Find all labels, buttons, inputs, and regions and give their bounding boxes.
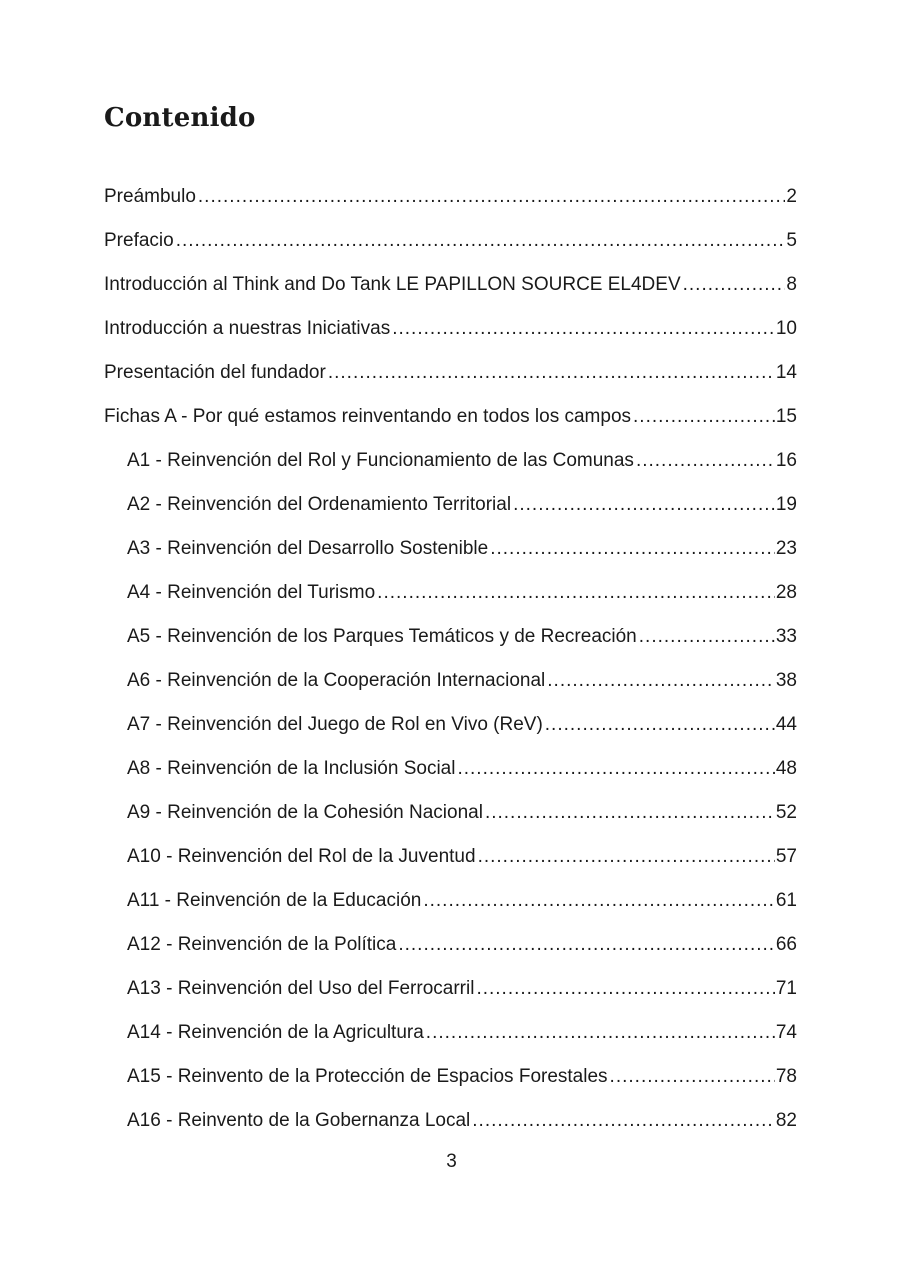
- toc-entry-page: 71: [775, 978, 797, 999]
- dot-leader: [636, 439, 775, 483]
- toc-entry-page: 38: [775, 670, 797, 691]
- toc-entry-title: A2 - Reinvención del Ordenamiento Territorial: [127, 494, 512, 515]
- toc-entry-title: Prefacio: [104, 230, 174, 251]
- toc-entry[interactable]: [104, 351, 797, 395]
- toc-entry-page: 57: [775, 846, 797, 867]
- toc-entry-page: 78: [775, 1066, 797, 1087]
- toc-subentry[interactable]: [127, 527, 797, 571]
- toc-subentry[interactable]: [127, 659, 797, 703]
- toc-subentry[interactable]: [127, 1011, 797, 1055]
- dot-leader: [610, 1055, 775, 1099]
- toc-entry-page: 44: [775, 714, 797, 735]
- toc-entry-page: 28: [775, 582, 797, 603]
- toc-subentry[interactable]: [127, 615, 797, 659]
- toc-subentry[interactable]: [127, 571, 797, 615]
- toc-entry-title: A6 - Reinvención de la Cooperación Internacional: [127, 670, 546, 691]
- dot-leader: [426, 1011, 775, 1055]
- dot-leader: [683, 263, 786, 307]
- toc-subentry[interactable]: [127, 835, 797, 879]
- toc-entry-title: Preámbulo: [104, 186, 196, 207]
- dot-leader: [633, 395, 775, 439]
- dot-leader: [639, 615, 775, 659]
- toc-entry-title: A1 - Reinvención del Rol y Funcionamiento de las Comunas: [127, 450, 634, 471]
- toc-entry-title: Fichas A - Por qué estamos reinventando en todos los campos: [104, 406, 632, 427]
- toc-subentry[interactable]: [127, 439, 797, 483]
- dot-leader: [398, 923, 775, 967]
- toc-entry-title: A3 - Reinvención del Desarrollo Sostenible: [127, 538, 489, 559]
- toc-subentry[interactable]: [127, 879, 797, 923]
- page-number: 3: [446, 1151, 457, 1172]
- table-of-contents: [0, 175, 903, 1143]
- dot-leader: [476, 967, 774, 1011]
- toc-subentry[interactable]: [127, 791, 797, 835]
- toc-entry-title: A8 - Reinvención de la Inclusión Social: [127, 758, 456, 779]
- toc-entry-page: 5: [786, 230, 797, 251]
- toc-entry-page: 15: [775, 406, 797, 427]
- toc-entry-page: 16: [775, 450, 797, 471]
- dot-leader: [176, 219, 786, 263]
- toc-entry-title: Introducción al Think and Do Tank LE PAPILLON SOURCE EL4DEV: [104, 274, 681, 295]
- dot-leader: [457, 747, 774, 791]
- dot-leader: [478, 835, 775, 879]
- toc-title: Contenido: [104, 103, 256, 133]
- toc-entry[interactable]: [104, 263, 797, 307]
- toc-entry-title: Introducción a nuestras Iniciativas: [104, 318, 391, 339]
- dot-leader: [472, 1099, 775, 1143]
- toc-subentry[interactable]: [127, 1099, 797, 1143]
- dot-leader: [490, 527, 775, 571]
- dot-leader: [328, 351, 775, 395]
- toc-entry[interactable]: [104, 395, 797, 439]
- toc-entry-title: A10 - Reinvención del Rol de la Juventud: [127, 846, 476, 867]
- toc-subentry[interactable]: [127, 923, 797, 967]
- toc-entry-page: 14: [775, 362, 797, 383]
- toc-entry-page: 82: [775, 1110, 797, 1131]
- toc-subentry[interactable]: [127, 967, 797, 1011]
- toc-subentry[interactable]: [127, 747, 797, 791]
- toc-entry-title: A9 - Reinvención de la Cohesión Nacional: [127, 802, 483, 823]
- toc-entry-page: 8: [786, 274, 797, 295]
- toc-entry-page: 19: [775, 494, 797, 515]
- toc-entry-title: A13 - Reinvención del Uso del Ferrocarril: [127, 978, 475, 999]
- toc-entry-title: A7 - Reinvención del Juego de Rol en Vivo (ReV): [127, 714, 543, 735]
- toc-entry-title: A12 - Reinvención de la Política: [127, 934, 397, 955]
- toc-entry-title: A15 - Reinvento de la Protección de Espacios Forestales: [127, 1066, 608, 1087]
- toc-entry-page: 48: [775, 758, 797, 779]
- toc-entry-title: A5 - Reinvención de los Parques Temáticos y de Recreación: [127, 626, 637, 647]
- toc-entry-page: 74: [775, 1022, 797, 1043]
- toc-entry-page: 23: [775, 538, 797, 559]
- toc-subentry[interactable]: [127, 703, 797, 747]
- toc-entry-page: 52: [775, 802, 797, 823]
- toc-entry[interactable]: [104, 307, 797, 351]
- dot-leader: [485, 791, 775, 835]
- toc-entry-title: Presentación del fundador: [104, 362, 326, 383]
- dot-leader: [377, 571, 775, 615]
- dot-leader: [547, 659, 775, 703]
- dot-leader: [423, 879, 775, 923]
- dot-leader: [545, 703, 775, 747]
- toc-entry[interactable]: [104, 175, 797, 219]
- toc-entry-page: 2: [786, 186, 797, 207]
- toc-subentry[interactable]: [127, 483, 797, 527]
- toc-subentry[interactable]: [127, 1055, 797, 1099]
- toc-entry-page: 61: [775, 890, 797, 911]
- dot-leader: [392, 307, 775, 351]
- toc-entry-title: A16 - Reinvento de la Gobernanza Local: [127, 1110, 471, 1131]
- toc-entry-page: 10: [775, 318, 797, 339]
- dot-leader: [198, 175, 786, 219]
- toc-entry-page: 66: [775, 934, 797, 955]
- toc-entry[interactable]: [104, 219, 797, 263]
- toc-entry-title: A11 - Reinvención de la Educación: [127, 890, 422, 911]
- dot-leader: [513, 483, 775, 527]
- toc-entry-title: A4 - Reinvención del Turismo: [127, 582, 376, 603]
- toc-entry-title: A14 - Reinvención de la Agricultura: [127, 1022, 424, 1043]
- toc-entry-page: 33: [775, 626, 797, 647]
